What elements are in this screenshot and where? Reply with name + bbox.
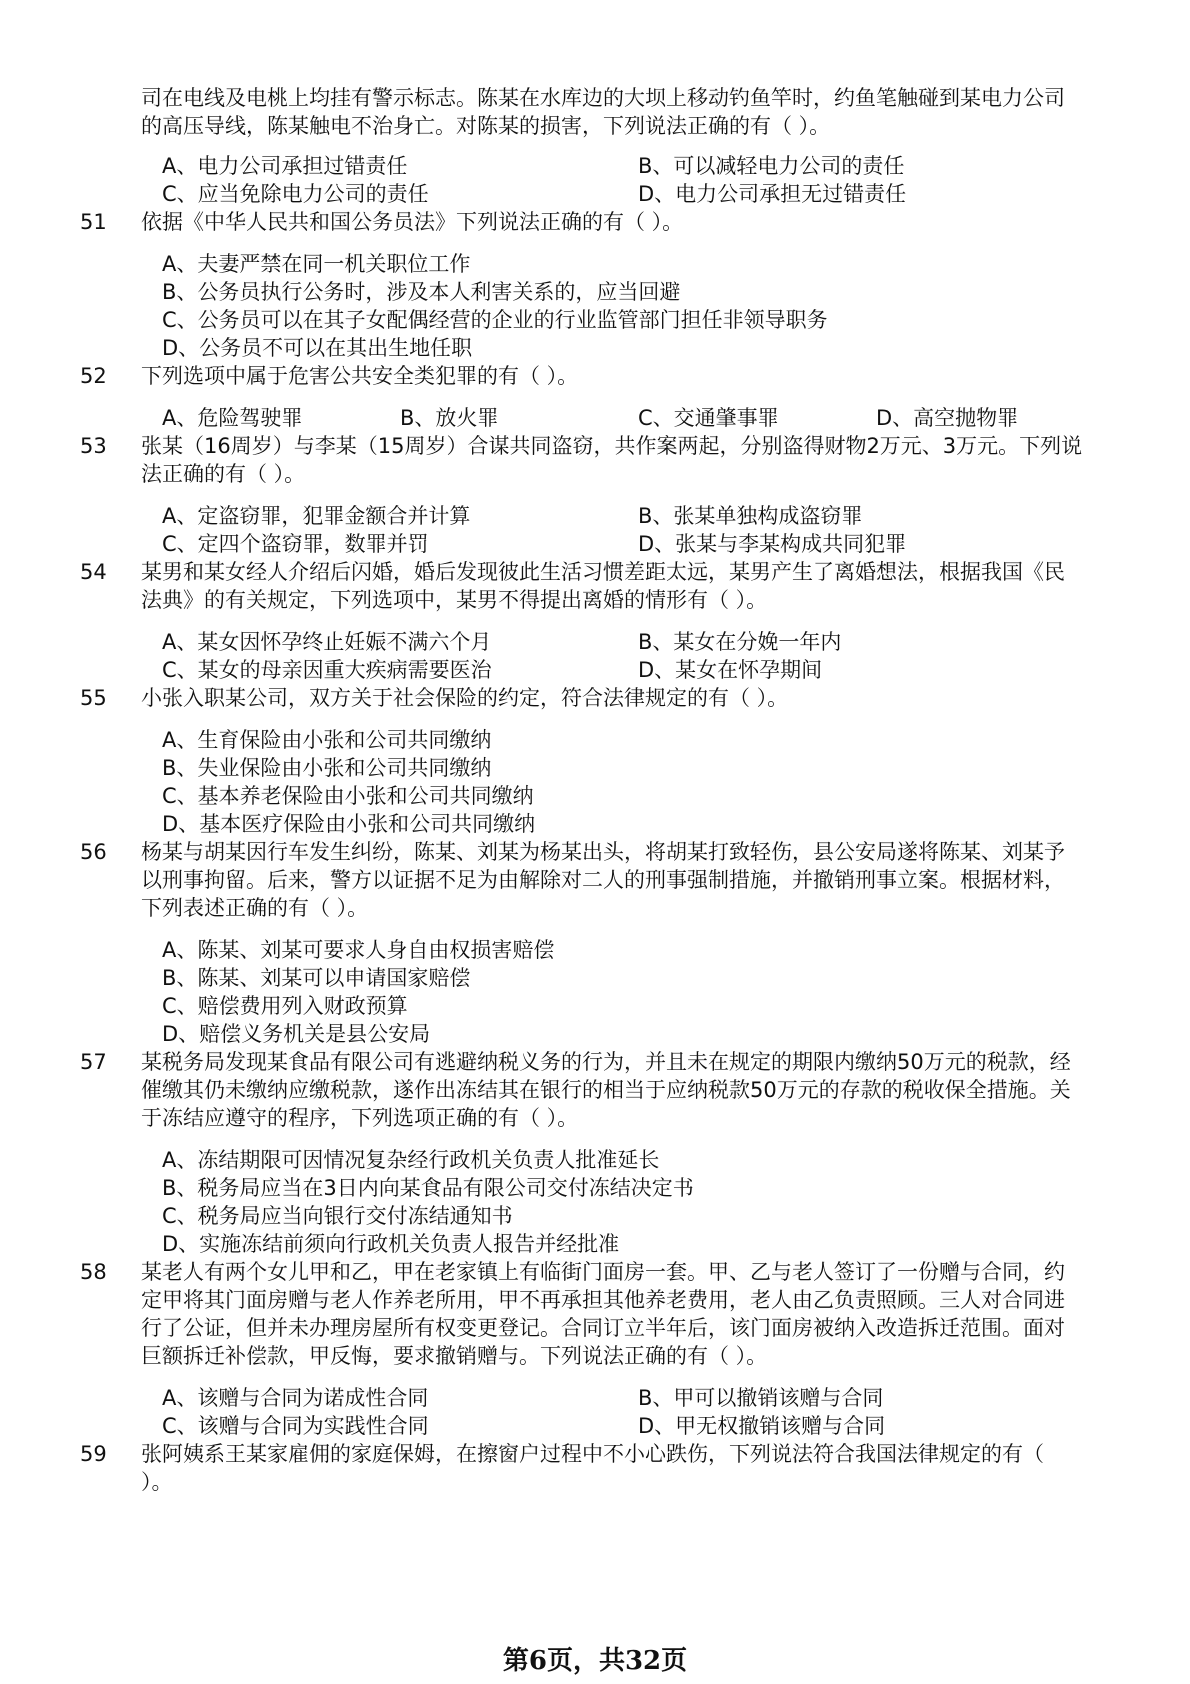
question-54-stem-line-1: 某男和某女经人介绍后闪婚，婚后发现彼此生活习惯差距太远，某男产生了离婚想法，根据我国《民 bbox=[141, 560, 1065, 584]
question-51-stem: 依据《中华人民共和国公务员法》下列说法正确的有（ ）。 bbox=[141, 210, 684, 234]
question-52-number: 52 bbox=[80, 364, 107, 388]
question-50-stem-line-1: 司在电线及电桃上均挂有警示标志。陈某在水库边的大坝上移动钓鱼竿时，约鱼笔触碰到某电力公司 bbox=[141, 86, 1065, 110]
question-57-stem-line-2: 催缴其仍未缴纳应缴税款，遂作出冻结其在银行的相当于应纳税款50万元的存款的税收保全措施。关 bbox=[141, 1078, 1071, 1102]
question-56-option-a: A、陈某、刘某可要求人身自由权损害赔偿 bbox=[162, 938, 555, 962]
question-50-option-a: A、电力公司承担过错责任 bbox=[162, 154, 408, 178]
question-56-number: 56 bbox=[80, 840, 107, 864]
question-51-option-d: D、公务员不可以在其出生地任职 bbox=[162, 336, 473, 360]
question-57-stem-line-3: 于冻结应遵守的程序，下列选项正确的有（ ）。 bbox=[141, 1106, 579, 1130]
question-54-option-d: D、某女在怀孕期间 bbox=[638, 658, 823, 682]
page-footer: 第6页，共32页 bbox=[502, 1646, 688, 1676]
question-56-stem-line-1: 杨某与胡某因行车发生纠纷，陈某、刘某为杨某出头，将胡某打致轻伤，县公安局遂将陈某、刘某予 bbox=[141, 840, 1065, 864]
question-55-option-a: A、生育保险由小张和公司共同缴纳 bbox=[162, 728, 492, 752]
question-53-option-d: D、张某与李某构成共同犯罪 bbox=[638, 532, 907, 556]
question-58-option-b: B、甲可以撤销该赠与合同 bbox=[638, 1386, 884, 1410]
question-58-stem-line-2: 定甲将其门面房赠与老人作养老所用，甲不再承担其他养老费用，老人由乙负责照顾。三人对合同进 bbox=[141, 1288, 1065, 1312]
question-51-number: 51 bbox=[80, 210, 107, 234]
question-58-stem-line-1: 某老人有两个女儿甲和乙，甲在老家镇上有临街门面房一套。甲、乙与老人签订了一份赠与合同，约 bbox=[141, 1260, 1065, 1284]
question-56-option-d: D、赔偿义务机关是县公安局 bbox=[162, 1022, 431, 1046]
question-59-stem-line-1: 张阿姨系王某家雇佣的家庭保姆，在擦窗户过程中不小心跌伤，下列说法符合我国法律规定的有（ bbox=[141, 1442, 1044, 1466]
question-53-stem-line-2: 法正确的有（ ）。 bbox=[141, 462, 306, 486]
question-55-option-b: B、失业保险由小张和公司共同缴纳 bbox=[162, 756, 492, 780]
question-57-number: 57 bbox=[80, 1050, 107, 1074]
question-52-option-c: C、交通肇事罪 bbox=[638, 406, 779, 430]
question-50-stem-line-2: 的高压导线，陈某触电不治身亡。对陈某的损害，下列说法正确的有（ ）。 bbox=[141, 114, 831, 138]
question-50-option-d: D、电力公司承担无过错责任 bbox=[638, 182, 907, 206]
question-55-stem: 小张入职某公司，双方关于社会保险的约定，符合法律规定的有（ ）。 bbox=[141, 686, 789, 710]
question-52-stem: 下列选项中属于危害公共安全类犯罪的有（ ）。 bbox=[141, 364, 579, 388]
question-54-option-a: A、某女因怀孕终止妊娠不满六个月 bbox=[162, 630, 492, 654]
question-58-number: 58 bbox=[80, 1260, 107, 1284]
question-55-number: 55 bbox=[80, 686, 107, 710]
question-52-option-d: D、高空抛物罪 bbox=[876, 406, 1019, 430]
question-54-stem-line-2: 法典》的有关规定，下列选项中，某男不得提出离婚的情形有（ ）。 bbox=[141, 588, 768, 612]
question-53-number: 53 bbox=[80, 434, 107, 458]
question-56-option-b: B、陈某、刘某可以申请国家赔偿 bbox=[162, 966, 471, 990]
question-55-option-c: C、基本养老保险由小张和公司共同缴纳 bbox=[162, 784, 534, 808]
question-58-stem-line-4: 巨额拆迁补偿款，甲反悔，要求撤销赠与。下列说法正确的有（ ）。 bbox=[141, 1344, 768, 1368]
question-58-stem-line-3: 行了公证，但并未办理房屋所有权变更登记。合同订立半年后，该门面房被纳入改造拆迁范围。面对 bbox=[141, 1316, 1065, 1340]
question-53-option-c: C、定四个盗窃罪，数罪并罚 bbox=[162, 532, 429, 556]
question-56-stem-line-2: 以刑事拘留。后来，警方以证据不足为由解除对二人的刑事强制措施，并撤销刑事立案。根据材料， bbox=[141, 868, 1065, 892]
question-54-option-c: C、某女的母亲因重大疾病需要医治 bbox=[162, 658, 492, 682]
question-54-option-b: B、某女在分娩一年内 bbox=[638, 630, 842, 654]
question-58-option-d: D、甲无权撤销该赠与合同 bbox=[638, 1414, 886, 1438]
question-59-number: 59 bbox=[80, 1442, 107, 1466]
question-53-stem-line-1: 张某（16周岁）与李某（15周岁）合谋共同盗窃，共作案两起，分别盗得财物2万元、3万元。下列说 bbox=[141, 434, 1083, 458]
question-58-option-a: A、该赠与合同为诺成性合同 bbox=[162, 1386, 429, 1410]
question-57-option-c: C、税务局应当向银行交付冻结通知书 bbox=[162, 1204, 513, 1228]
question-51-option-c: C、公务员可以在其子女配偶经营的企业的行业监管部门担任非领导职务 bbox=[162, 308, 828, 332]
question-56-option-c: C、赔偿费用列入财政预算 bbox=[162, 994, 408, 1018]
question-51-option-a: A、夫妻严禁在同一机关职位工作 bbox=[162, 252, 471, 276]
question-57-option-a: A、冻结期限可因情况复杂经行政机关负责人批准延长 bbox=[162, 1148, 660, 1172]
question-59-stem-line-2: ）。 bbox=[141, 1470, 173, 1494]
question-53-option-a: A、定盗窃罪，犯罪金额合并计算 bbox=[162, 504, 471, 528]
question-57-stem-line-1: 某税务局发现某食品有限公司有逃避纳税义务的行为，并且未在规定的期限内缴纳50万元的税款，经 bbox=[141, 1050, 1071, 1074]
question-57-option-b: B、税务局应当在3日内向某食品有限公司交付冻结决定书 bbox=[162, 1176, 694, 1200]
question-54-number: 54 bbox=[80, 560, 107, 584]
question-52-option-b: B、放火罪 bbox=[400, 406, 499, 430]
question-52-option-a: A、危险驾驶罪 bbox=[162, 406, 303, 430]
question-50-option-c: C、应当免除电力公司的责任 bbox=[162, 182, 429, 206]
question-58-option-c: C、该赠与合同为实践性合同 bbox=[162, 1414, 429, 1438]
question-56-stem-line-3: 下列表述正确的有（ ）。 bbox=[141, 896, 369, 920]
question-53-option-b: B、张某单独构成盗窃罪 bbox=[638, 504, 863, 528]
question-51-option-b: B、公务员执行公务时，涉及本人利害关系的，应当回避 bbox=[162, 280, 681, 304]
question-55-option-d: D、基本医疗保险由小张和公司共同缴纳 bbox=[162, 812, 536, 836]
question-50-option-b: B、可以减轻电力公司的责任 bbox=[638, 154, 905, 178]
question-57-option-d: D、实施冻结前须向行政机关负责人报告并经批准 bbox=[162, 1232, 620, 1256]
